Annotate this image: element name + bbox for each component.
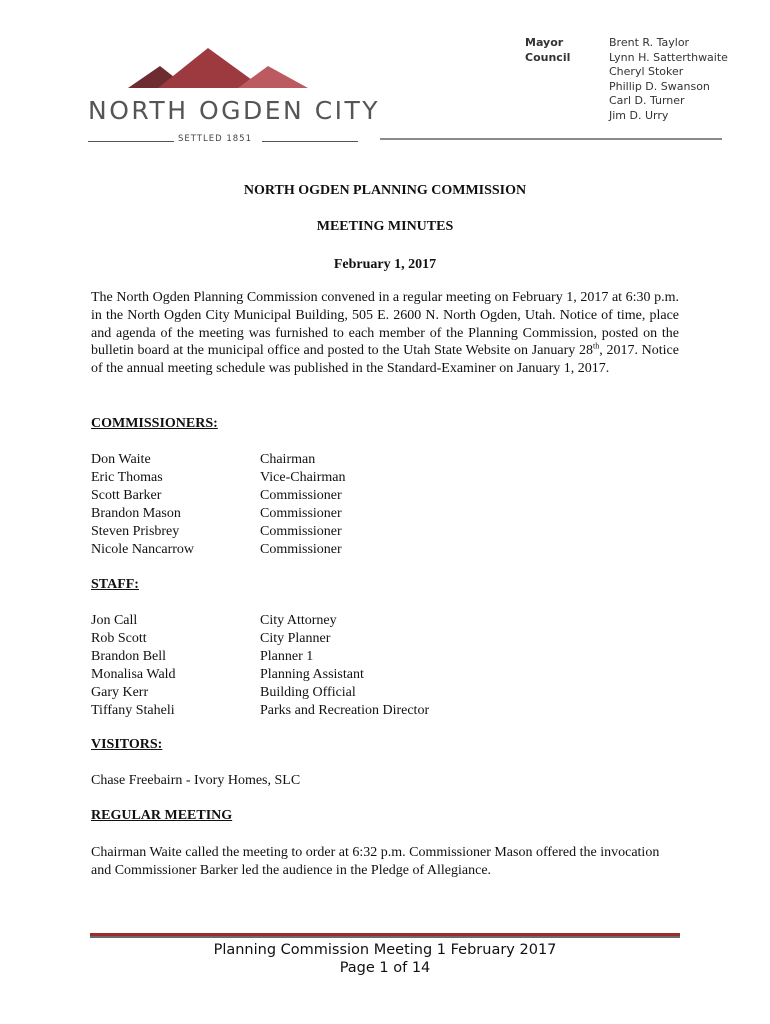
settled-rule-left bbox=[88, 141, 174, 142]
commissioner-role: Commissioner bbox=[260, 488, 342, 503]
commissioner-role: Commissioner bbox=[260, 542, 342, 557]
staff-row bbox=[91, 630, 691, 648]
settled-rule-right bbox=[262, 141, 358, 142]
mountain-light-peak bbox=[238, 66, 308, 88]
commissioner-row bbox=[91, 523, 691, 541]
visitor-entry bbox=[91, 772, 691, 790]
intro-text-part1: The North Ogden Planning Commission convened in a regular meeting on February 1, 2017 at 6:30 p.m. in the North Ogden City Municipal Building, 505 E. 2600 N. North Ogden, Utah. Notice of time, place and agenda of the meeting was furnished to each member of the Planning Commission, posted on the bulletin board at the municipal office and posted to the Utah State Website on January 28 bbox=[91, 290, 679, 359]
staff-role: City Attorney bbox=[260, 613, 337, 628]
officials-names bbox=[609, 36, 728, 124]
commissioner-row bbox=[91, 541, 691, 559]
commissioner-name: Scott Barker bbox=[91, 488, 162, 503]
commissioner-role: Chairman bbox=[260, 452, 316, 467]
commissioner-role: Commissioner bbox=[260, 524, 342, 539]
staff-name: Brandon Bell bbox=[91, 649, 167, 664]
staff-row bbox=[91, 702, 691, 720]
commissioner-role: Vice-Chairman bbox=[260, 470, 346, 485]
intro-text-part2: , 2017. Notice of the annual meeting schedule was published in the Standard-Examiner on January 1, 2017. bbox=[91, 343, 679, 377]
council-member: Jim D. Urry bbox=[609, 108, 669, 122]
mayor-name: Brent R. Taylor bbox=[609, 36, 690, 49]
visitor-name: Chase Freebairn - Ivory Homes, SLC bbox=[91, 773, 301, 788]
document-title: NORTH OGDEN PLANNING COMMISSION bbox=[243, 183, 527, 198]
staff-row bbox=[91, 612, 691, 630]
staff-role: Building Official bbox=[260, 685, 356, 700]
footer-rule bbox=[90, 936, 680, 938]
mayor-label: Mayor bbox=[525, 36, 564, 49]
staff-role: Planning Assistant bbox=[260, 667, 364, 682]
commissioner-name: Brandon Mason bbox=[91, 506, 181, 521]
commissioner-role: Commissioner bbox=[260, 506, 342, 521]
letterhead-rule bbox=[380, 138, 722, 140]
commissioner-row bbox=[91, 451, 691, 469]
staff-role: Parks and Recreation Director bbox=[260, 703, 430, 718]
city-name: NORTH OGDEN CITY bbox=[88, 96, 381, 125]
staff-row bbox=[91, 684, 691, 702]
council-member: Phillip D. Swanson bbox=[609, 79, 710, 93]
staff-name: Jon Call bbox=[91, 613, 138, 628]
commissioner-name: Eric Thomas bbox=[91, 470, 163, 485]
staff-row bbox=[91, 666, 691, 684]
visitors-heading: VISITORS: bbox=[91, 737, 163, 752]
council-member: Cheryl Stoker bbox=[609, 65, 684, 79]
commissioner-row bbox=[91, 487, 691, 505]
staff-role: City Planner bbox=[260, 631, 331, 646]
page-number: Page 1 of 14 bbox=[339, 960, 431, 976]
staff-name: Gary Kerr bbox=[91, 685, 149, 700]
commissioners-heading: COMMISSIONERS: bbox=[91, 416, 218, 431]
staff-name: Rob Scott bbox=[91, 631, 147, 646]
commissioner-row bbox=[91, 505, 691, 523]
staff-heading: STAFF: bbox=[91, 577, 139, 592]
intro-superscript: th bbox=[593, 341, 600, 351]
council-label: Council bbox=[525, 50, 571, 64]
document-subtitle: MEETING MINUTES bbox=[316, 219, 454, 234]
council-member: Lynn H. Satterthwaite bbox=[609, 50, 728, 64]
staff-name: Tiffany Staheli bbox=[91, 703, 175, 718]
regular-meeting-heading: REGULAR MEETING bbox=[91, 808, 233, 823]
staff-row bbox=[91, 648, 691, 666]
officials-labels bbox=[525, 36, 570, 65]
staff-role: Planner 1 bbox=[260, 649, 314, 664]
commissioner-name: Don Waite bbox=[91, 452, 151, 467]
footer-meeting-line: Planning Commission Meeting 1 February 2017 bbox=[213, 942, 557, 958]
council-member: Carl D. Turner bbox=[609, 94, 685, 108]
regular-meeting-paragraph: Chairman Waite called the meeting to order at 6:32 p.m. Commissioner Mason offered the invocation and Commissioner Barker led the audience in the Pledge of Allegiance. bbox=[91, 845, 660, 878]
staff-name: Monalisa Wald bbox=[91, 667, 176, 682]
meeting-date: February 1, 2017 bbox=[333, 257, 437, 272]
commissioner-row bbox=[91, 469, 691, 487]
commissioner-name: Steven Prisbrey bbox=[91, 524, 180, 539]
intro-paragraph bbox=[91, 289, 679, 378]
commissioner-name: Nicole Nancarrow bbox=[91, 542, 195, 557]
settled-year: SETTLED 1851 bbox=[178, 134, 252, 144]
